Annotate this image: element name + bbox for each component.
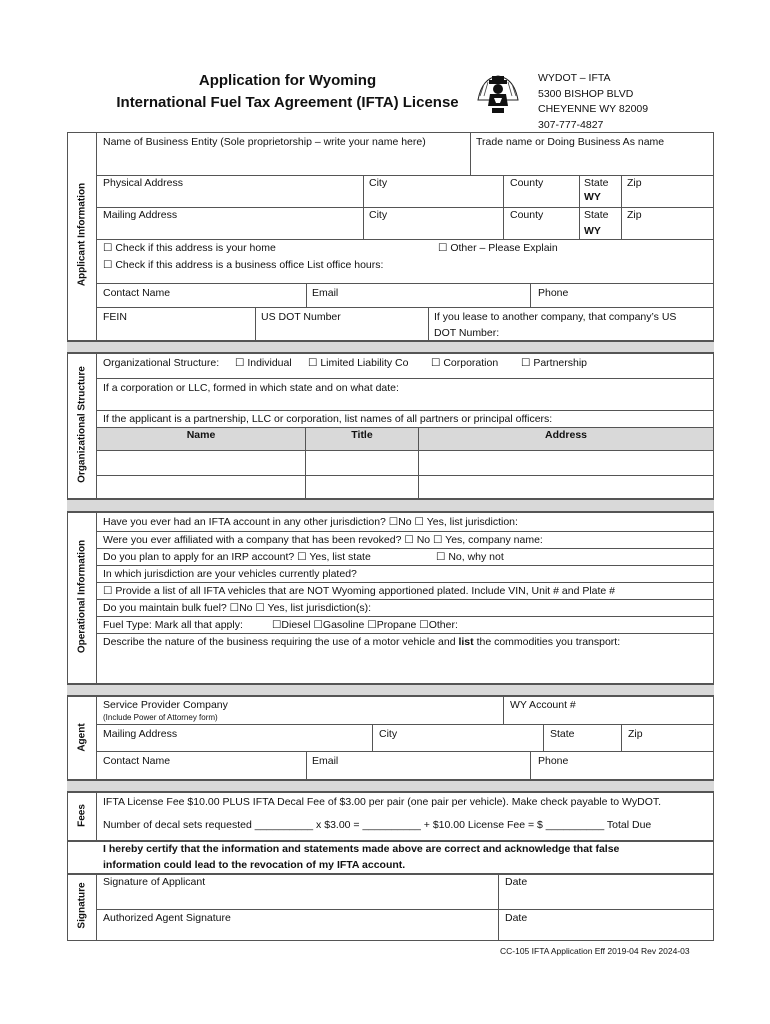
section-divider bbox=[67, 780, 714, 792]
plated-jurisdiction-question[interactable]: In which jurisdiction are your vehicles currently plated? bbox=[103, 568, 357, 580]
business-nature-question[interactable]: Describe the nature of the business requiring the use of a motor vehicle and list the commodities you transport: bbox=[103, 636, 621, 648]
fuel-type-label: Fuel Type: Mark all that apply: bbox=[103, 619, 243, 631]
section-divider bbox=[67, 341, 714, 353]
form-title-line1: Application for Wyoming bbox=[198, 72, 377, 89]
form-title-line2: International Fuel Tax Agreement (IFTA) License bbox=[116, 94, 459, 111]
lease-dot-field[interactable]: If you lease to another company, that company’s US bbox=[434, 311, 677, 323]
other-checkbox[interactable]: ☐ Other – Please Explain bbox=[438, 242, 558, 254]
irp-account-question[interactable]: Do you plan to apply for an IRP account? ☐ Yes, list state bbox=[103, 551, 371, 563]
applicant-signature-field[interactable]: Signature of Applicant bbox=[103, 876, 206, 888]
partner-address-2[interactable] bbox=[419, 476, 713, 499]
contact-name-field[interactable]: Contact Name bbox=[103, 287, 171, 299]
physical-county-field[interactable]: County bbox=[510, 177, 544, 189]
form-id: CC-105 IFTA Application Eff 2019-04 Rev 2024-03 bbox=[500, 946, 690, 956]
wy-account-field[interactable]: WY Account # bbox=[510, 699, 576, 711]
section-divider bbox=[67, 499, 714, 512]
fee-calculation-field[interactable]: Number of decal sets requested __________ x $3.00 = __________ + $10.00 License Fee = $ __________ Total Due bbox=[103, 819, 652, 831]
mailing-address-field[interactable]: Mailing Address bbox=[103, 209, 178, 221]
corporation-checkbox[interactable]: ☐ Corporation bbox=[431, 357, 499, 369]
mailing-city-field[interactable]: City bbox=[369, 209, 388, 221]
physical-state-label: State bbox=[584, 177, 609, 189]
structure-label: Organizational Structure: bbox=[103, 357, 220, 369]
agency-name: WYDOT – IFTA bbox=[538, 72, 611, 84]
physical-state-value: WY bbox=[584, 191, 601, 203]
partner-name-2[interactable] bbox=[97, 476, 305, 499]
partner-name-1[interactable] bbox=[97, 451, 305, 475]
section-divider bbox=[67, 684, 714, 696]
lease-dot-field-line2: DOT Number: bbox=[434, 327, 500, 339]
col-address-header: Address bbox=[544, 429, 587, 441]
agency-street: 5300 BISHOP BLVD bbox=[538, 87, 634, 100]
operational-section-label: Operational Information bbox=[76, 539, 88, 654]
llc-checkbox[interactable]: ☐ Limited Liability Co bbox=[308, 357, 409, 369]
home-address-checkbox[interactable]: ☐ Check if this address is your home bbox=[103, 242, 276, 254]
partner-title-1[interactable] bbox=[306, 451, 418, 475]
agent-phone-field[interactable]: Phone bbox=[538, 755, 569, 767]
agency-city: CHEYENNE WY 82009 bbox=[538, 103, 649, 115]
applicant-date-field[interactable]: Date bbox=[505, 876, 528, 888]
individual-checkbox[interactable]: ☐ Individual bbox=[235, 357, 292, 369]
email-field[interactable]: Email bbox=[312, 287, 339, 299]
partner-title-2[interactable] bbox=[306, 476, 418, 499]
fee-description: IFTA License Fee $10.00 PLUS IFTA Decal Fee of $3.00 per pair (one pair per vehicle). Make check payable to WyDOT. bbox=[103, 796, 662, 808]
business-name-field[interactable]: Name of Business Entity (Sole proprietorship – write your name here) bbox=[103, 136, 426, 148]
agent-signature-field[interactable]: Authorized Agent Signature bbox=[103, 912, 231, 924]
organizational-section-label: Organizational Structure bbox=[76, 366, 88, 483]
physical-address-field[interactable]: Physical Address bbox=[103, 177, 183, 189]
agency-phone: 307-777-4827 bbox=[538, 118, 604, 131]
mailing-county-field[interactable]: County bbox=[510, 209, 544, 221]
physical-city-field[interactable]: City bbox=[369, 177, 388, 189]
ifta-other-jurisdiction-question[interactable]: Have you ever had an IFTA account in any other jurisdiction? ☐No ☐ Yes, list jurisdiction: bbox=[103, 516, 518, 528]
col-title-header: Title bbox=[351, 429, 373, 441]
col-name-header: Name bbox=[186, 429, 216, 441]
certification-line1: I hereby certify that the information and statements made above are correct and acknowledge that false bbox=[103, 843, 620, 855]
signature-section-label: Signature bbox=[76, 882, 88, 929]
partners-question: If the applicant is a partnership, LLC or corporation, list names of all partners or principal officers: bbox=[103, 413, 553, 425]
agent-city-field[interactable]: City bbox=[379, 728, 398, 740]
certification-line2: information could lead to the revocation of my IFTA account. bbox=[103, 859, 406, 871]
agent-mailing-address-field[interactable]: Mailing Address bbox=[103, 728, 178, 740]
agent-date-field[interactable]: Date bbox=[505, 912, 528, 924]
agent-contact-field[interactable]: Contact Name bbox=[103, 755, 171, 767]
formed-state-field[interactable]: If a corporation or LLC, formed in which state and on what date: bbox=[103, 382, 399, 394]
office-address-checkbox[interactable]: ☐ Check if this address is a business office List office hours: bbox=[103, 259, 384, 271]
phone-field[interactable]: Phone bbox=[538, 287, 569, 299]
wydot-logo-icon bbox=[474, 70, 522, 118]
partner-address-1[interactable] bbox=[419, 451, 713, 475]
agent-state-field[interactable]: State bbox=[550, 728, 575, 740]
provider-note: (Include Power of Attorney form) bbox=[103, 713, 218, 722]
partnership-checkbox[interactable]: ☐ Partnership bbox=[521, 357, 588, 369]
agent-email-field[interactable]: Email bbox=[312, 755, 339, 767]
applicant-section bbox=[67, 132, 714, 341]
irp-no-checkbox[interactable]: ☐ No, why not bbox=[436, 551, 504, 563]
mailing-state-value: WY bbox=[584, 225, 601, 237]
us-dot-field[interactable]: US DOT Number bbox=[261, 311, 341, 323]
revoked-affiliation-question[interactable]: Were you ever affiliated with a company that has been revoked? ☐ No ☐ Yes, company name: bbox=[103, 534, 543, 546]
agent-section-label: Agent bbox=[76, 723, 88, 752]
bulk-fuel-question[interactable]: Do you maintain bulk fuel? ☐No ☐ Yes, list jurisdiction(s): bbox=[103, 602, 372, 614]
agent-zip-field[interactable]: Zip bbox=[628, 728, 643, 740]
mailing-state-label: State bbox=[584, 209, 609, 221]
mailing-zip-field[interactable]: Zip bbox=[627, 209, 642, 221]
fein-field[interactable]: FEIN bbox=[103, 311, 127, 323]
fuel-type-checkboxes[interactable]: ☐Diesel ☐Gasoline ☐Propane ☐Other: bbox=[272, 619, 458, 631]
physical-zip-field[interactable]: Zip bbox=[627, 177, 642, 189]
fees-section-label: Fees bbox=[76, 804, 88, 827]
service-provider-field[interactable]: Service Provider Company bbox=[103, 699, 228, 711]
applicant-section-label: Applicant Information bbox=[76, 182, 88, 287]
trade-name-field[interactable]: Trade name or Doing Business As name bbox=[476, 136, 665, 148]
vehicle-list-checkbox[interactable]: ☐ Provide a list of all IFTA vehicles that are NOT Wyoming apportioned plated. Include VIN, Unit # and Plate # bbox=[103, 585, 616, 597]
